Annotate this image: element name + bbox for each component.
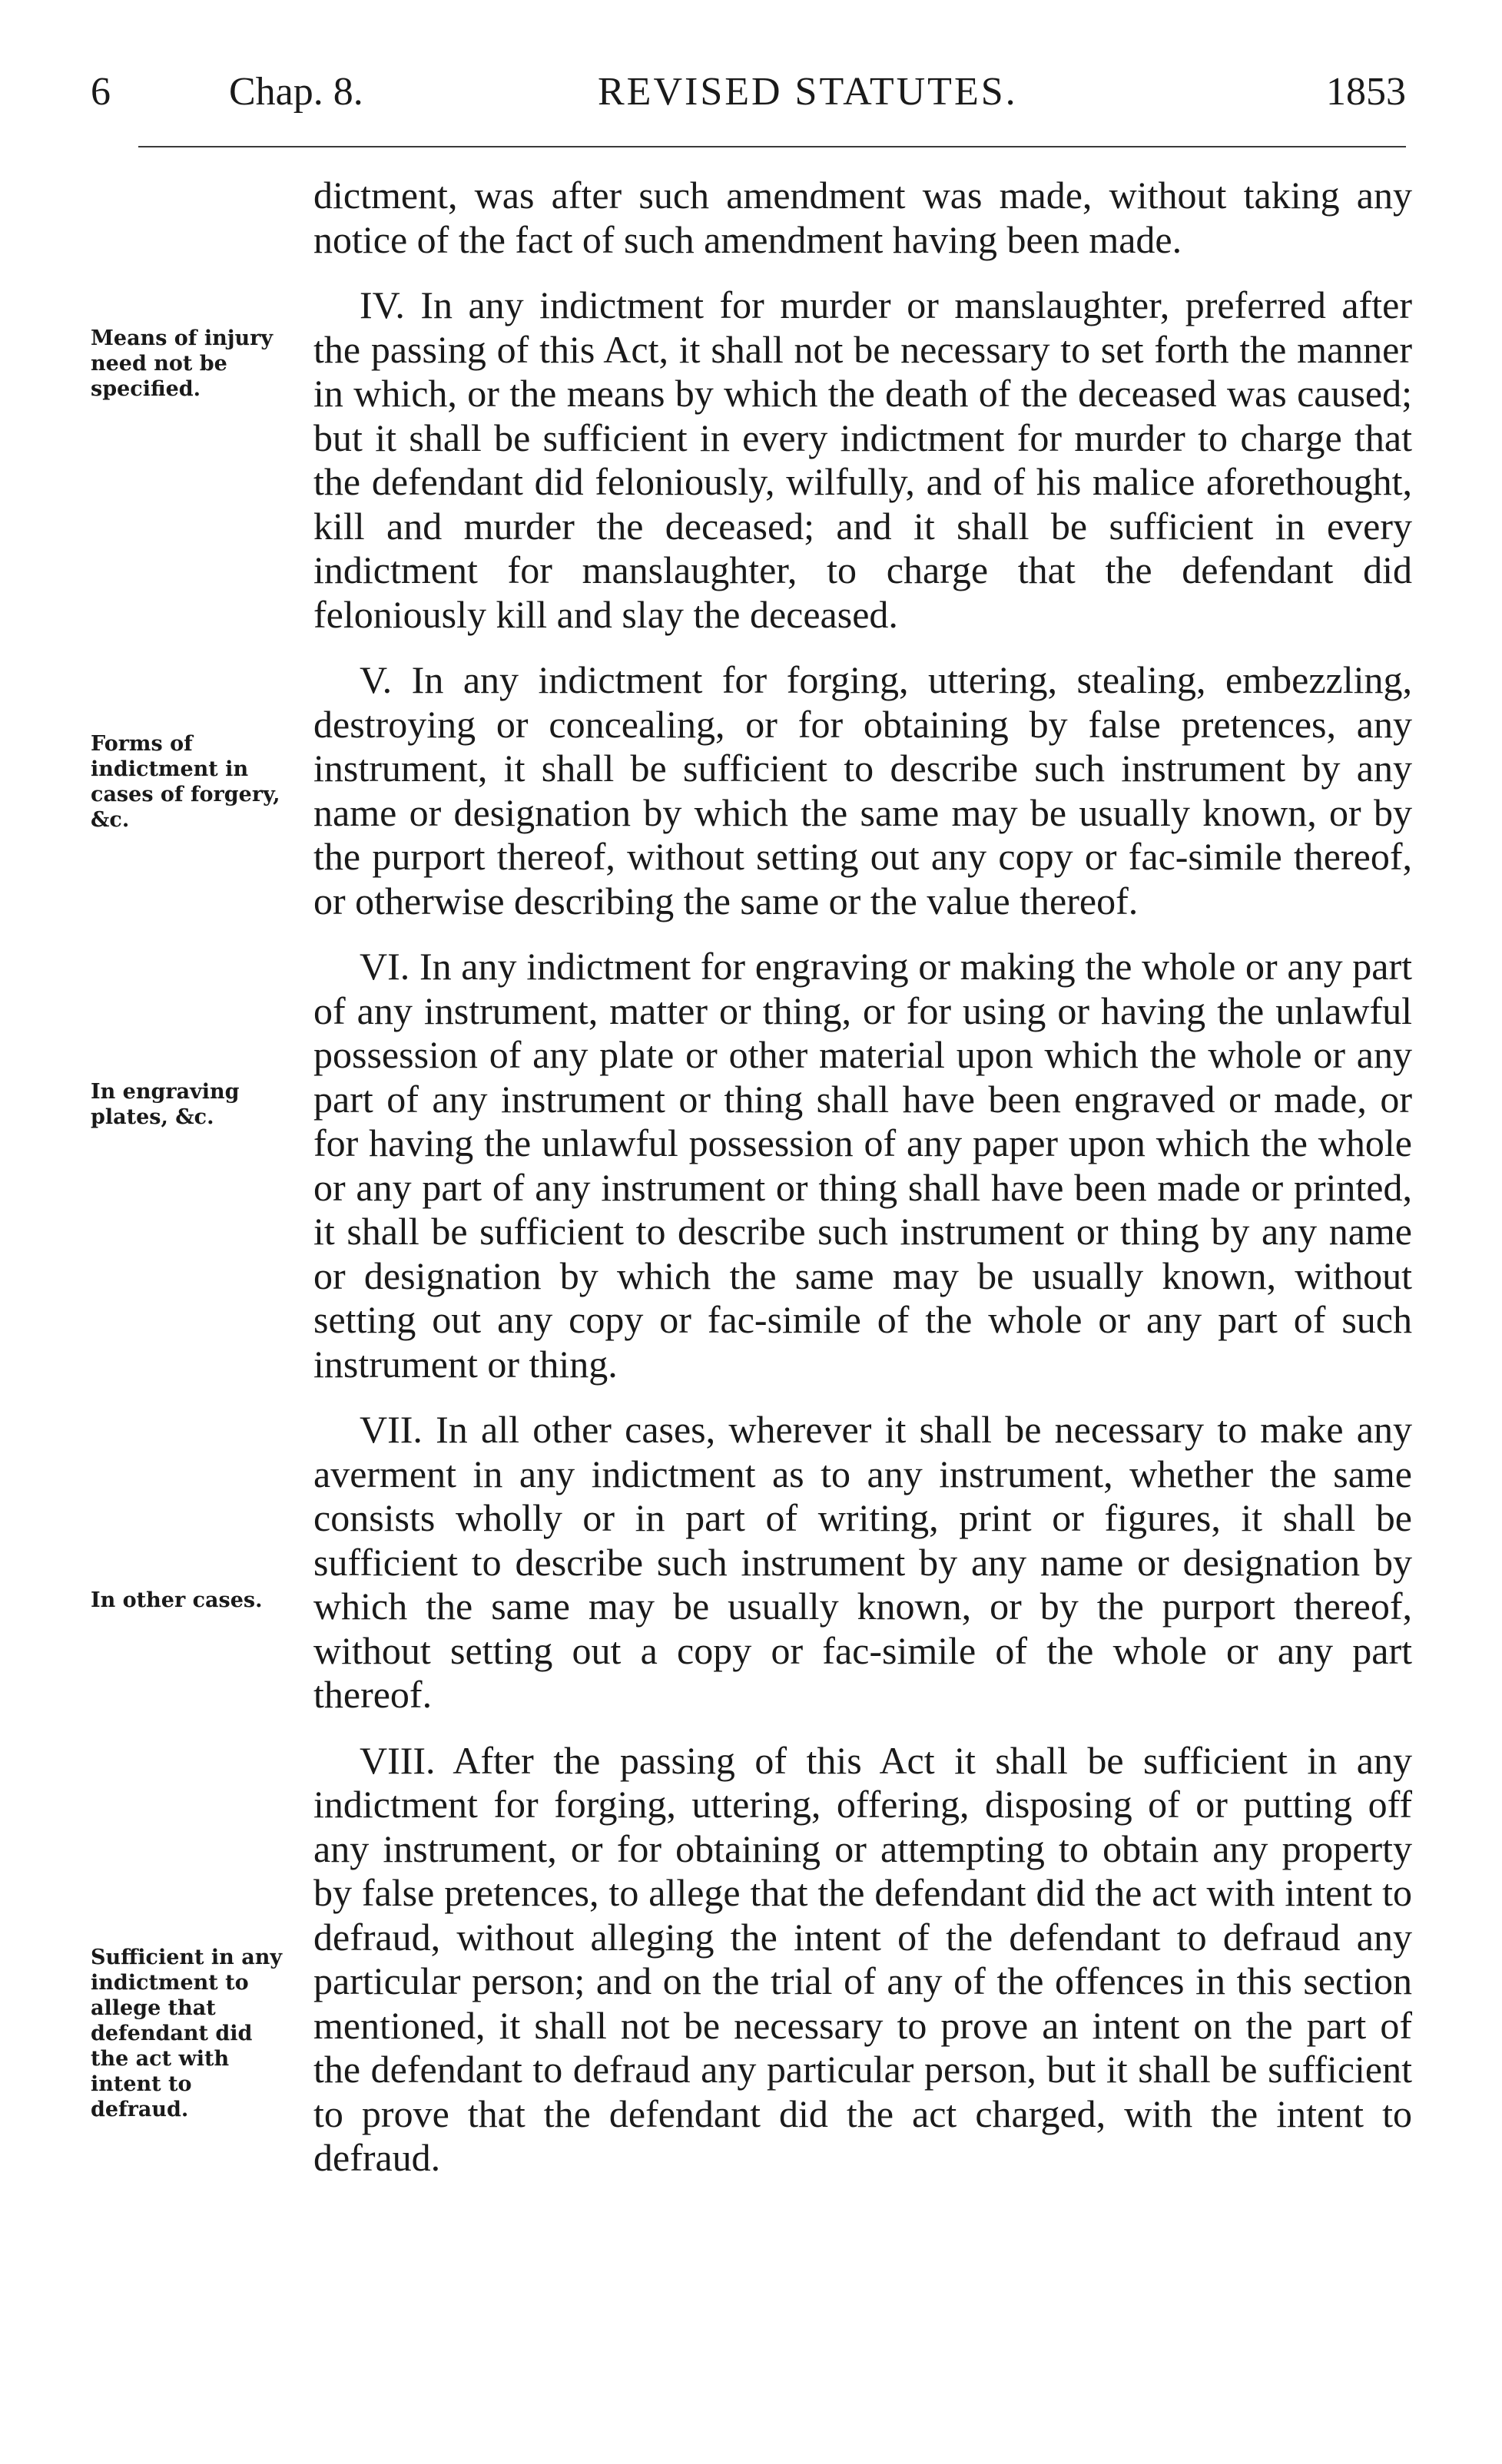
continuation-paragraph: dictment, was after such amendment was made, without taking any notice of the fact of such amendment having been made. bbox=[313, 174, 1412, 261]
margin-note-means-of-injury: Means of injury need not be specified. bbox=[91, 326, 274, 401]
chapter-label: Chap. 8. bbox=[229, 70, 363, 114]
header-rule bbox=[138, 146, 1406, 147]
statute-body bbox=[313, 174, 1412, 2181]
margin-note-other-cases: In other cases. bbox=[91, 1588, 263, 1612]
section-iv: IV. In any indictment for murder or manslaughter, preferred after the passing of this Act, it shall not be necessary to set forth the manner in which, or the means by which the death of the deceased was caused; but it shall be sufficient in every indictment for murder to charge that the defendant did feloniously, wilfully, and of his malice aforethought, kill and murder the deceased; and it shall be sufficient in every indictment for manslaughter, to charge that the defendant did feloniously kill and slay the deceased. bbox=[313, 283, 1412, 636]
margin-note-forms-of-indictment: Forms of indictment in cases of forgery, &c. bbox=[91, 732, 280, 832]
section-v: V. In any indictment for forging, uttering, stealing, embezzling, destroying or concealing, or for obtaining by false pretences, any instrument, it shall be sufficient to describe such instrument by any name or designation by which the same may be usually known, or by the purport thereof, without setting out any copy or fac-simile thereof, or otherwise describing the same or the value thereof. bbox=[313, 658, 1412, 922]
margin-note-engraving-plates: In engraving plates, &c. bbox=[91, 1080, 240, 1129]
running-header bbox=[91, 69, 1406, 115]
page-number: 6 bbox=[91, 70, 111, 114]
header-year: 1853 bbox=[1326, 70, 1406, 114]
margin-note-intent-to-defraud: Sufficient in any indictment to allege that defendant did the act with intent to defraud. bbox=[91, 1946, 283, 2121]
running-title: REVISED STATUTES. bbox=[598, 70, 1018, 114]
section-vi: VI. In any indictment for engraving or making the whole or any part of any instrument, matter or thing, or for using or having the unlawful possession of any plate or other material upon which the whole or any part of any instrument or thing shall have been engraved or made, or for having the unlawful possession of any paper upon which the whole or any part of any instrument or thing shall have been made or printed, it shall be sufficient to describe such instrument or thing by any name or designation by which the same may be usually known, without setting out any copy or fac-simile of the whole or any part of such instrument or thing. bbox=[313, 945, 1412, 1386]
section-vii: VII. In all other cases, wherever it shall be necessary to make any averment in any indictment as to any instrument, whether the same consists wholly or in part of writing, print or figures, it shall be sufficient to describe such instrument by any name or designation by which the same may be usually known, or by the purport thereof, without setting out a copy or fac-simile of the whole or any part thereof. bbox=[313, 1408, 1412, 1716]
section-viii: VIII. After the passing of this Act it shall be sufficient in any indictment for forging, uttering, offering, disposing of or putting off any instrument, or for obtaining or attempting to obtain any property by false pretences, to allege that the defendant did the act with intent to defraud, without alleging the intent of the defendant to defraud any particular person; and on the trial of any of the offences in this section mentioned, it shall not be necessary to prove an intent on the part of the defendant to defraud any particular person, but it shall be sufficient to prove that the defendant did the act charged, with the intent to defraud. bbox=[313, 1738, 1412, 2179]
